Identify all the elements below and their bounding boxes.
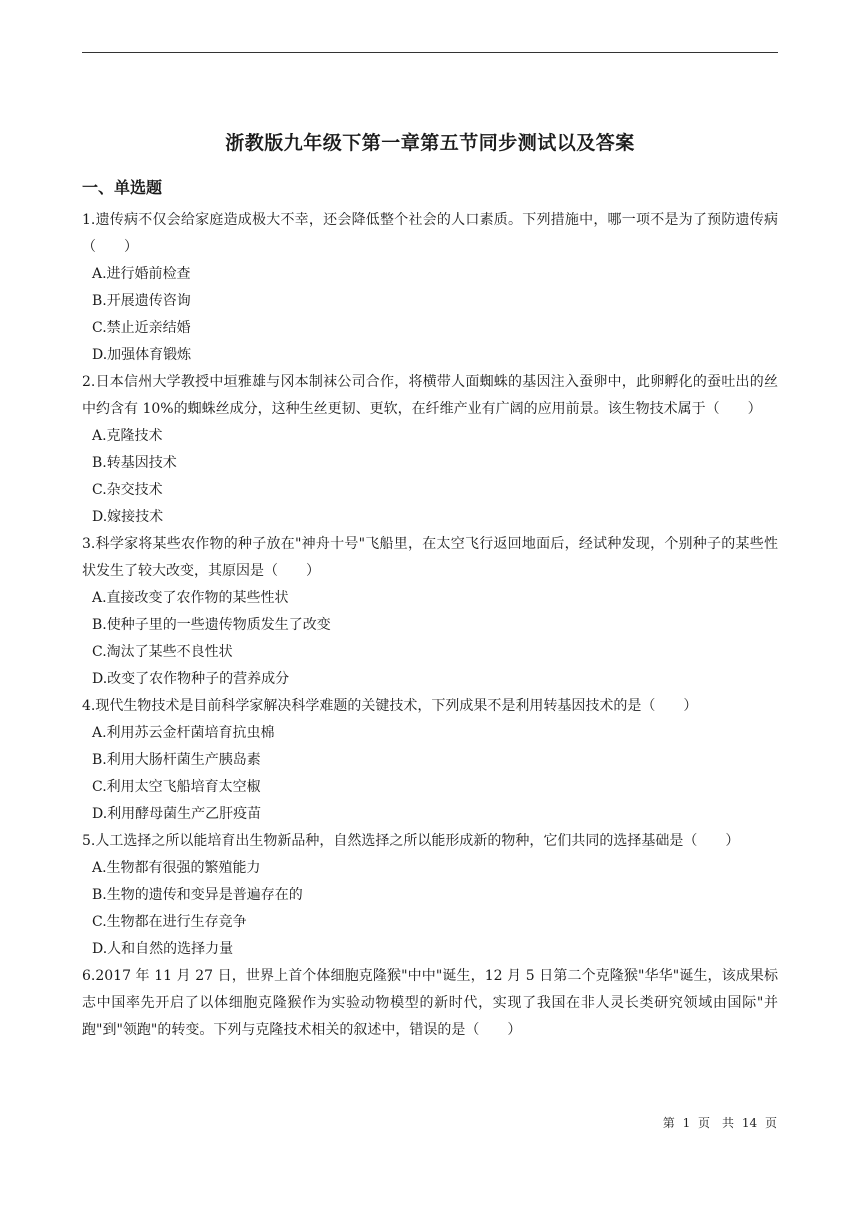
option-list bbox=[82, 585, 778, 693]
option-c: C.禁止近亲结婚 bbox=[92, 320, 191, 336]
option-c: C.淘汰了某些不良性状 bbox=[92, 644, 233, 660]
option-a: A.克隆技术 bbox=[92, 428, 163, 444]
question-stem: 6.2017 年 11 月 27 日，世界上首个体细胞克隆猴"中中"诞生，12 月 5 日第二个克隆猴"华华"诞生，该成果标志中国率先开启了以体细胞克隆猴作为实验动物模型的新时代，实现了我国在非人灵长类研究领域由国际"并跑"到"领跑"的转变。下列与克隆技术相关的叙述中，错误的是（ ） bbox=[82, 968, 778, 1038]
question-list bbox=[82, 207, 778, 1044]
question-1 bbox=[82, 207, 778, 369]
option-a: A.直接改变了农作物的某些性状 bbox=[92, 590, 289, 606]
option-b: B.转基因技术 bbox=[92, 455, 177, 471]
option-c: C.利用太空飞船培育太空椒 bbox=[92, 779, 261, 795]
option-b: B.生物的遗传和变异是普遍存在的 bbox=[92, 887, 303, 903]
question-stem: 5.人工选择之所以能培育出生物新品种，自然选择之所以能形成新的物种，它们共同的选择基础是（ ） bbox=[82, 833, 740, 849]
option-list bbox=[82, 855, 778, 963]
option-d: D.加强体育锻炼 bbox=[92, 347, 192, 363]
question-stem: 1.遗传病不仅会给家庭造成极大不幸，还会降低整个社会的人口素质。下列措施中，哪一项不是为了预防遗传病（ ） bbox=[82, 212, 778, 255]
page-total: 14 bbox=[741, 1116, 758, 1130]
page-number: 1 bbox=[682, 1116, 691, 1130]
option-b: B.开展遗传咨询 bbox=[92, 293, 191, 309]
question-stem: 3.科学家将某些农作物的种子放在"神舟十号"飞船里，在太空飞行返回地面后，经试种发现，个别种子的某些性状发生了较大改变，其原因是（ ） bbox=[82, 536, 778, 579]
page-footer bbox=[0, 1114, 779, 1131]
option-d: D.嫁接技术 bbox=[92, 509, 164, 525]
option-list bbox=[82, 261, 778, 369]
option-a: A.生物都有很强的繁殖能力 bbox=[92, 860, 261, 876]
option-b: B.利用大肠杆菌生产胰岛素 bbox=[92, 752, 261, 768]
page-title: 浙教版九年级下第一章第五节同步测试以及答案 bbox=[225, 132, 635, 154]
header-rule bbox=[82, 52, 778, 53]
option-d: D.利用酵母菌生产乙肝疫苗 bbox=[92, 806, 262, 822]
option-list bbox=[82, 423, 778, 531]
option-a: A.进行婚前检查 bbox=[92, 266, 191, 282]
footer-suffix: 页 bbox=[764, 1116, 777, 1130]
question-2 bbox=[82, 369, 778, 531]
option-a: A.利用苏云金杆菌培育抗虫棉 bbox=[92, 725, 275, 741]
question-stem: 4.现代生物技术是目前科学家解决科学难题的关键技术，下列成果不是利用转基因技术的是（ ） bbox=[82, 698, 698, 714]
option-c: C.生物都在进行生存竞争 bbox=[92, 914, 247, 930]
footer-middle: 页 共 bbox=[698, 1116, 735, 1130]
option-d: D.人和自然的选择力量 bbox=[92, 941, 234, 957]
question-5 bbox=[82, 828, 778, 963]
option-c: C.杂交技术 bbox=[92, 482, 163, 498]
question-6 bbox=[82, 963, 778, 1044]
option-b: B.使种子里的一些遗传物质发生了改变 bbox=[92, 617, 331, 633]
option-d: D.改变了农作物种子的营养成分 bbox=[92, 671, 290, 687]
footer-prefix: 第 bbox=[662, 1116, 675, 1130]
option-list bbox=[82, 720, 778, 828]
question-4 bbox=[82, 693, 778, 828]
question-3 bbox=[82, 531, 778, 693]
question-stem: 2.日本信州大学教授中垣雅雄与冈本制袜公司合作，将横带人面蜘蛛的基因注入蚕卵中，此卵孵化的蚕吐出的丝中约含有 10%的蜘蛛丝成分，这种生丝更韧、更软，在纤维产业有广阔的应用前景。该生物技术属于（ ） bbox=[82, 374, 778, 417]
section-heading: 一、单选题 bbox=[82, 178, 163, 197]
